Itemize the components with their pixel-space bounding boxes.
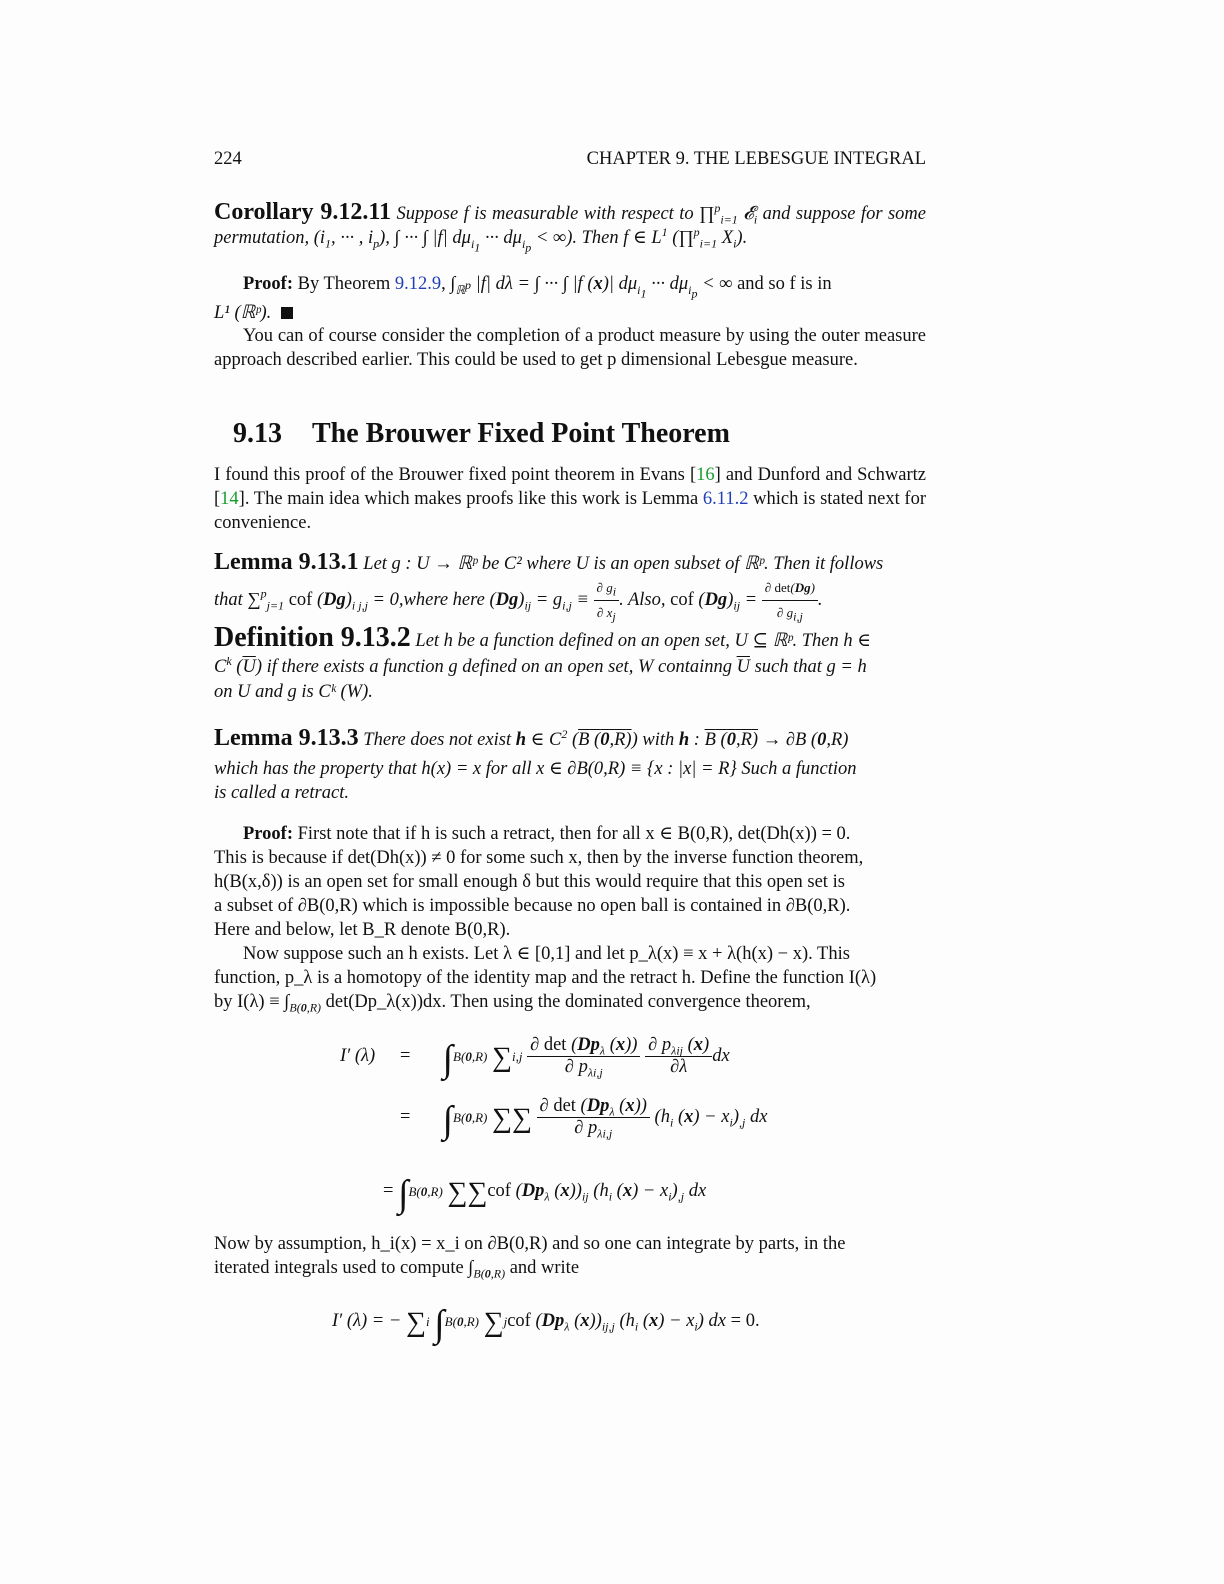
page-number: 224	[214, 149, 242, 169]
after-equation-line2: iterated integrals used to compute $\int_{B(0,R)}$ and write	[214, 1258, 580, 1281]
equation-line-2: = ∫B(0,R) ∑∑ $\frac{\partial \det (Dp_\lambda (x))}{\partial p_{\lambda i,j}}$ ($h_i$ $(x) - x_i)_{,j}$ dx	[400, 1096, 768, 1141]
citation-link-evans[interactable]: 16	[696, 465, 715, 485]
equation-line-1: I′ (λ) = ∫B(0,R) ∑i,j $\frac{\partial \det (Dp_\lambda (x))}{\partial p_{\lambda i,j}}$ $\frac{\partial p_{\lambda ij} (x)}{\partial\lambda}$ dx	[340, 1035, 730, 1080]
equation-line-3: = ∫B(0,R) ∑∑cof ($Dp_\lambda$ $(x))_{ij}$ ($h_i$ $(x) - x_i)_{,j}$ dx	[383, 1173, 707, 1215]
lemma-3-label: Lemma 9.13.3	[214, 725, 359, 751]
corollary: Corollary 9.12.11 Suppose f is measurable with respect to ∏$^p_{i=1}$ 𝓔$_i$ and suppose for some permutation, ($i_1$, ··· , $i_p$), ∫ ··· ∫ |f| $d\mu_{i_1}$ ··· $d\mu_{i_p}$ < ∞). Then f ∈ $L^1$ (∏$^p_{i=1}$ $X_i$).	[214, 199, 926, 255]
qed-square	[281, 307, 293, 319]
lemma-9-13-3: Lemma 9.13.3 There does not exist h ∈ $C^2$ (B (0,R)) with h : B (0,R) → ∂B (0,R)	[214, 725, 849, 751]
proof-1: Proof: By Theorem 9.12.9, $\int_{ℝ^p}$ |f| dλ = ∫ ··· ∫ |f (x)| $d\mu_{i_1}$ ··· $d\mu_{i_p}$ < ∞ and so f is in	[243, 274, 832, 301]
lemma-9-13-1: Lemma 9.13.1 Let g : U → ℝᵖ be C² where U is an open subset of ℝᵖ. Then it follows	[214, 549, 884, 575]
definition-9-13-2: Definition 9.13.2 Let h be a function defined on an open set, U ⊆ ℝᵖ. Then h ∈	[214, 622, 871, 653]
lemma-1-label: Lemma 9.13.1	[214, 549, 359, 575]
remark-paragraph: You can of course consider the completion of a product measure by using the outer measure approach described earlier. This could be used to get p dimensional Lebesgue measure.	[214, 326, 926, 370]
lemma-9-13-1-line2: that ∑$^p_{j=1}$ cof $(Dg)_{i j,j}$ = 0,where here $(Dg)_{ij} = g_{i,j}$ ≡ $\frac{\partial g_i}{\partial x_j}$ . Also, cof $(Dg)_{ij}$ = $\frac{\partial \det(Dg)}{\partial g_{i,j}}$ .	[214, 576, 926, 625]
lemma-3-line2: which has the property that h(x) = x for all x ∈ ∂B(0,R) ≡ {x : |x| = R} Such a function	[214, 759, 857, 779]
theorem-ref-link[interactable]: 9.12.9	[394, 274, 442, 294]
intro-paragraph: I found this proof of the Brouwer fixed point theorem in Evans [16] and Dunford and Schwartz [14]. The main idea which makes proofs like this work is Lemma 6.11.2 which is stated next for convenience.	[214, 465, 927, 533]
chapter-title: CHAPTER 9. THE LEBESGUE INTEGRAL	[586, 149, 926, 169]
after-equation-line1: Now by assumption, h_i(x) = x_i on ∂B(0,R) and so one can integrate by parts, in the	[214, 1234, 846, 1254]
proof-2: Proof: First note that if h is such a retract, then for all x ∈ B(0,R), det(Dh(x)) = 0. This is because if det(Dh(x)) ≠ 0 for some such x, then by the inverse function theorem, h(B(x,δ)) is an open set for small enough δ but this would require that this open set is a subset of ∂B(0,R) which is impossible because no open ball is contained in ∂B(0,R). Here and below, let B_R denote B(0,R). Now suppose such an h exists. Let λ ∈ [0,1] and let p_λ(x) ≡ x + λ(h(x) − x). This function, p_λ is a homotopy of the identity map and the retract h. Define the function I(λ) by $I(\lambda) \equiv \int_{B(0,R)}$ det(Dp_λ(x))dx. Then using the dominated convergence theorem,	[214, 824, 877, 1015]
lemma-3-line3: is called a retract.	[214, 783, 349, 803]
lemma-ref-link[interactable]: 6.11.2	[702, 489, 749, 509]
section-heading: 9.13 The Brouwer Fixed Point Theorem	[233, 418, 730, 449]
definition-label: Definition 9.13.2	[214, 622, 411, 653]
proof-1-end: L¹ (ℝᵖ).	[214, 301, 926, 325]
definition-line2: $C^k$ $(\overline{U})$ if there exists a function g defined on an open set, W containng $\overline{U}$ such that g = h	[214, 653, 867, 677]
definition-line3: on U and g is Cᵏ (W).	[214, 682, 373, 702]
final-equation: I′ (λ) = − ∑i ∫B(0,R) ∑jcof ($Dp_\lambda$ $(x))_{ij,j}$ ($h_i$ $(x) - x_i$) dx = 0.	[332, 1303, 760, 1345]
corollary-label: Corollary 9.12.11	[214, 199, 392, 225]
citation-link-dunford[interactable]: 14	[220, 489, 239, 509]
